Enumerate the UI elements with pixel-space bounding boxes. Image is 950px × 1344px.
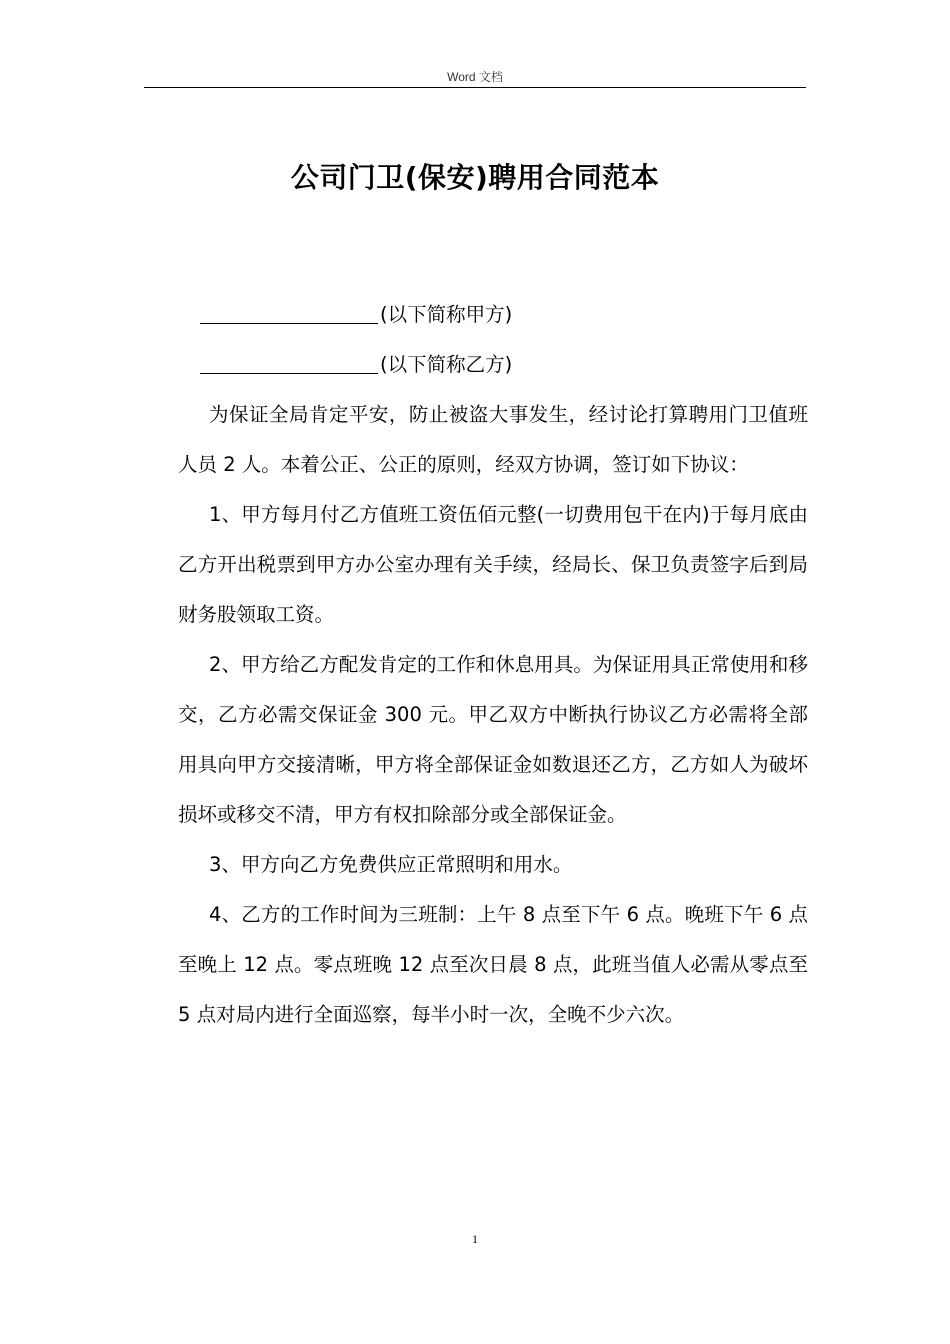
- paragraph-clause-1: 1、甲方每月付乙方值班工资伍佰元整(一切费用包干在内)于每月底由乙方开出税票到甲方办公室办理有关手续，经局长、保卫负责签字后到局财务股领取工资。: [178, 503, 808, 626]
- document-body: [178, 290, 808, 1040]
- document-title: 公司门卫(保安)聘用合同范本: [290, 161, 660, 194]
- party-b-line: [178, 340, 808, 390]
- party-b-blank-field: [200, 351, 378, 374]
- header-divider: [144, 87, 806, 88]
- paragraph-intro: 为保证全局肯定平安，防止被盗大事发生，经讨论打算聘用门卫值班人员 2 人。本着公正、公正的原则，经双方协调，签订如下协议：: [178, 403, 808, 476]
- party-a-label: (以下简称甲方): [380, 303, 513, 326]
- party-a-blank-field: [200, 301, 378, 324]
- party-b-label: (以下简称乙方): [380, 353, 513, 376]
- page-number: 1: [472, 1232, 478, 1246]
- party-a-line: [178, 290, 808, 340]
- paragraph-clause-2: 2、甲方给乙方配发肯定的工作和休息用具。为保证用具正常使用和移交，乙方必需交保证金 300 元。甲乙双方中断执行协议乙方必需将全部用具向甲方交接清晰，甲方将全部保证金如数退还乙方，乙方如人为破坏损坏或移交不清，甲方有权扣除部分或全部保证金。: [178, 653, 808, 826]
- paragraph-clause-3: 3、甲方向乙方免费供应正常照明和用水。: [209, 853, 573, 876]
- paragraph-clause-4: 4、乙方的工作时间为三班制：上午 8 点至下午 6 点。晚班下午 6 点至晚上 12 点。零点班晚 12 点至次日晨 8 点，此班当值人必需从零点至 5 点对局内进行全面巡察，每半小时一次，全晚不少六次。: [178, 903, 808, 1026]
- document-header-label: Word 文档: [447, 70, 503, 84]
